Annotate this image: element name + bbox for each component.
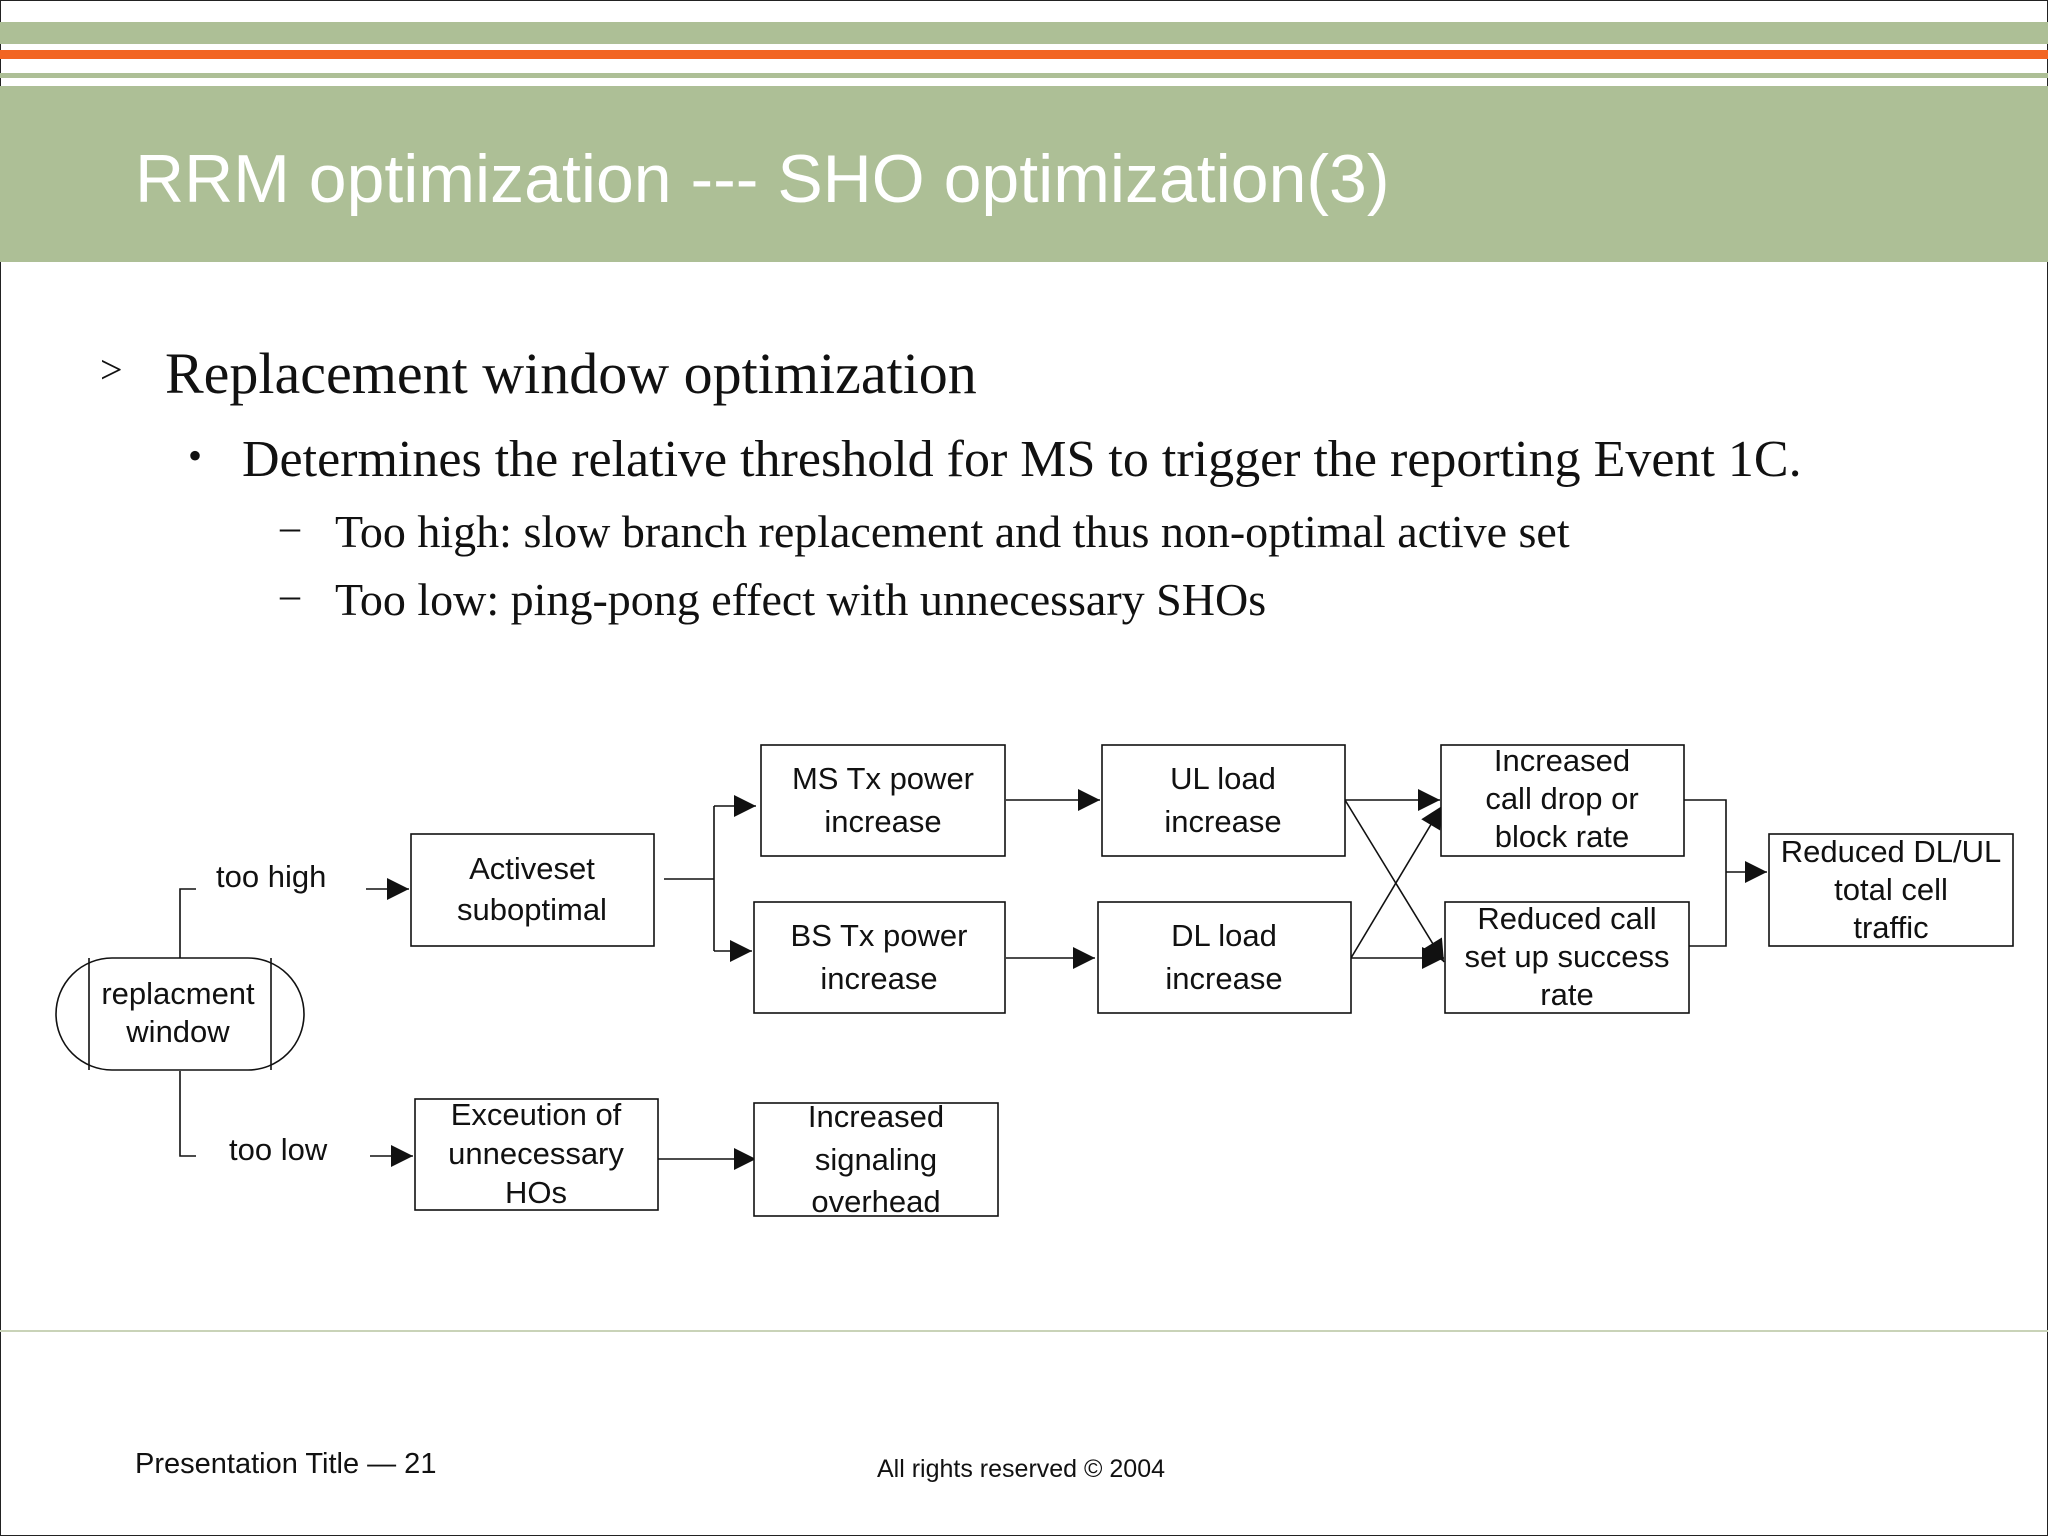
node-label-line: signaling — [814, 1142, 938, 1177]
node-label-line: overhead — [811, 1184, 941, 1219]
bullet-level3-too-high: Too high: slow branch replacement and thus non-optimal active set — [335, 506, 1570, 557]
connector-too-low — [180, 1071, 196, 1156]
node-label-line: suboptimal — [457, 892, 607, 927]
node-label-line: increase — [1164, 804, 1282, 839]
bullet-level1: Replacement window optimization — [165, 341, 977, 406]
node-label-line: replacment — [101, 976, 255, 1011]
edge-label-too-high: too high — [216, 859, 327, 894]
node-label-line: increase — [1165, 961, 1283, 996]
node-label-line: Activeset — [469, 851, 595, 886]
footer-copyright: All rights reserved © 2004 — [877, 1455, 1166, 1483]
node-label-line: window — [126, 1014, 230, 1049]
node-label-line: increase — [820, 961, 938, 996]
node-label-line: UL load — [1170, 761, 1276, 796]
node-label-line: MS Tx power — [791, 761, 975, 796]
node-label-line: Increased — [807, 1099, 945, 1134]
bullet-marker-level2: • — [188, 433, 203, 478]
bullet-marker-level3: – — [280, 504, 300, 549]
node-label-line: unnecessary — [448, 1136, 624, 1171]
connector-drop-to-merge — [1684, 800, 1726, 946]
node-label-line: total cell — [1834, 872, 1948, 907]
node-label-line: increase — [824, 804, 942, 839]
connector-too-high — [180, 889, 196, 958]
footer-presentation-title: Presentation Title — 21 — [135, 1448, 437, 1480]
bullet-marker-level3: – — [280, 572, 300, 617]
node-label-line: BS Tx power — [790, 918, 968, 953]
node-label-line: rate — [1540, 977, 1594, 1012]
bullet-level3-too-low: Too low: ping-pong effect with unnecessary SHOs — [335, 574, 1267, 625]
node-label-line: call drop or — [1485, 781, 1639, 816]
node-label-line: Reduced call — [1477, 901, 1657, 936]
node-label-line: DL load — [1171, 918, 1277, 953]
node-label-line: Exceution of — [450, 1097, 622, 1132]
edge-label-too-low: too low — [229, 1132, 328, 1167]
node-label-line: Reduced DL/UL — [1780, 834, 2002, 869]
node-label-line: block rate — [1494, 819, 1630, 854]
node-label-line: HOs — [505, 1175, 567, 1210]
node-label-line: Increased — [1493, 743, 1631, 778]
node-label-line: set up success — [1464, 939, 1670, 974]
arrow-ul-to-setup — [1345, 800, 1444, 962]
slide-title: RRM optimization --- SHO optimization(3) — [135, 141, 1390, 217]
node-label-line: traffic — [1853, 910, 1929, 945]
bullet-level2: Determines the relative threshold for MS to trigger the reporting Event 1C. — [242, 431, 1802, 488]
node-replacement-window — [56, 958, 304, 1070]
footer-divider — [0, 1330, 2048, 1332]
bullet-marker-level1: > — [100, 347, 123, 392]
